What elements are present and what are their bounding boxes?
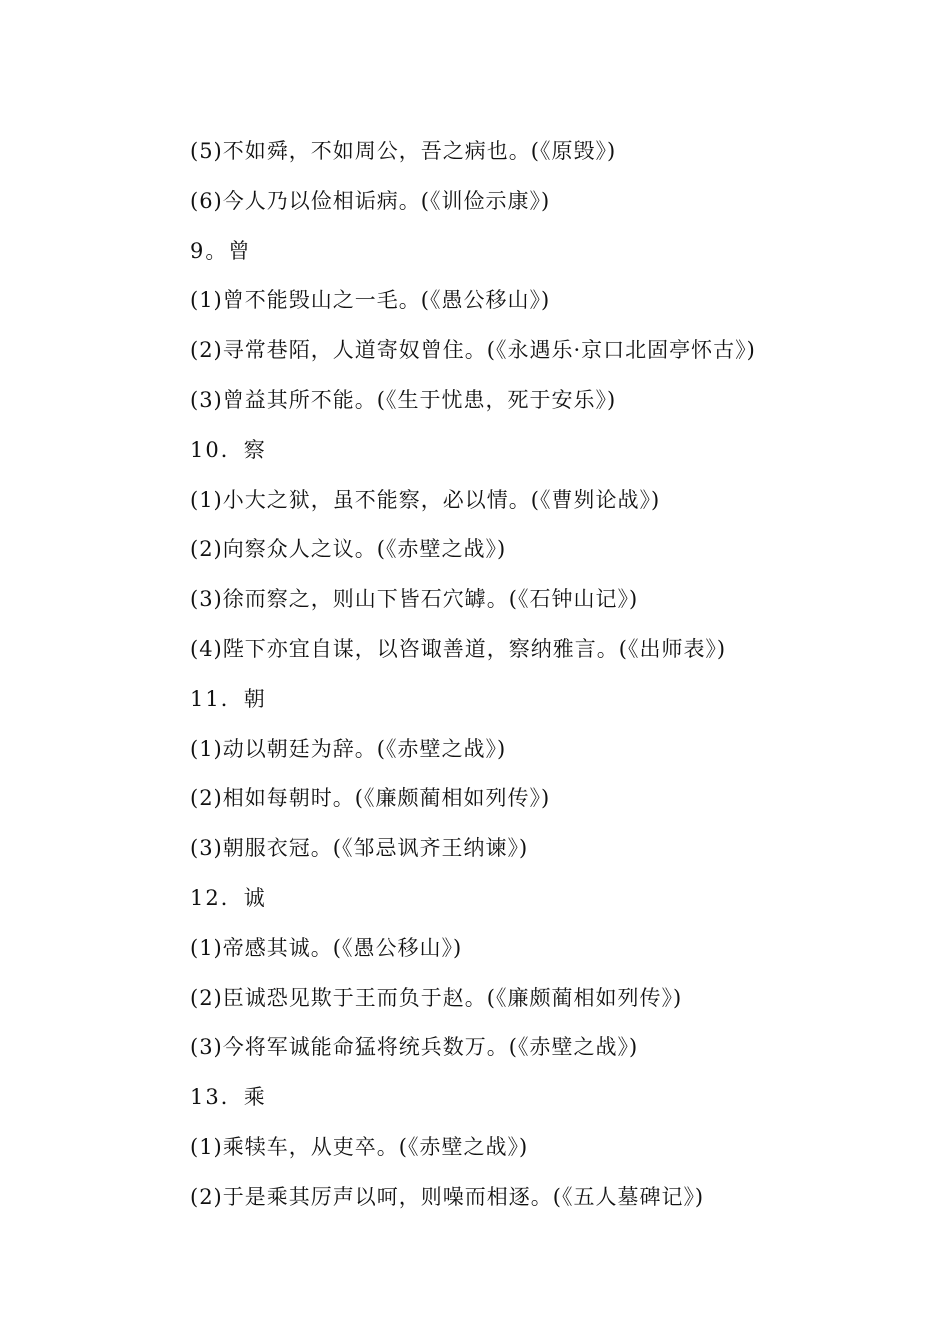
example-sentence: (2)向察众人之议。(《赤壁之战》) — [190, 537, 507, 562]
example-sentence: (2)于是乘其厉声以呵，则噪而相逐。(《五人墓碑记》) — [190, 1184, 705, 1209]
example-sentence: (6)今人乃以俭相诟病。(《训俭示康》) — [190, 188, 551, 213]
example-sentence: (3)曾益其所不能。(《生于忧患，死于安乐》) — [190, 387, 617, 412]
example-sentence: (1)乘犊车，从吏卒。(《赤壁之战》) — [190, 1134, 529, 1159]
section-heading: 13．乘 — [190, 1085, 267, 1110]
example-sentence: (1)动以朝廷为辞。(《赤壁之战》) — [190, 736, 507, 761]
section-heading: 11．朝 — [190, 686, 267, 711]
section-heading: 9。曾 — [190, 238, 252, 263]
example-sentence: (4)陛下亦宜自谋，以咨诹善道，察纳雅言。(《出师表》) — [190, 636, 727, 661]
example-sentence: (1)帝感其诚。(《愚公移山》) — [190, 935, 463, 960]
example-sentence: (2)臣诚恐见欺于王而负于赵。(《廉颇蔺相如列传》) — [190, 985, 683, 1010]
example-sentence: (3)今将军诚能命猛将统兵数万。(《赤壁之战》) — [190, 1035, 639, 1060]
section-heading: 12．诚 — [190, 885, 267, 910]
document-body — [190, 132, 910, 1228]
example-sentence: (3)徐而察之，则山下皆石穴罅。(《石钟山记》) — [190, 587, 639, 612]
example-sentence: (5)不如舜，不如周公，吾之病也。(《原毁》) — [190, 139, 617, 163]
example-sentence: (3)朝服衣冠。(《邹忌讽齐王纳谏》) — [190, 836, 529, 861]
example-sentence: (2)寻常巷陌，人道寄奴曾住。(《永遇乐·京口北固亭怀古》) — [190, 338, 756, 363]
example-sentence: (1)曾不能毁山之一毛。(《愚公移山》) — [190, 288, 551, 313]
example-sentence: (1)小大之狱，虽不能察，必以情。(《曹刿论战》) — [190, 487, 661, 512]
example-sentence: (2)相如每朝时。(《廉颇蔺相如列传》) — [190, 786, 551, 811]
section-heading: 10．察 — [190, 437, 267, 462]
